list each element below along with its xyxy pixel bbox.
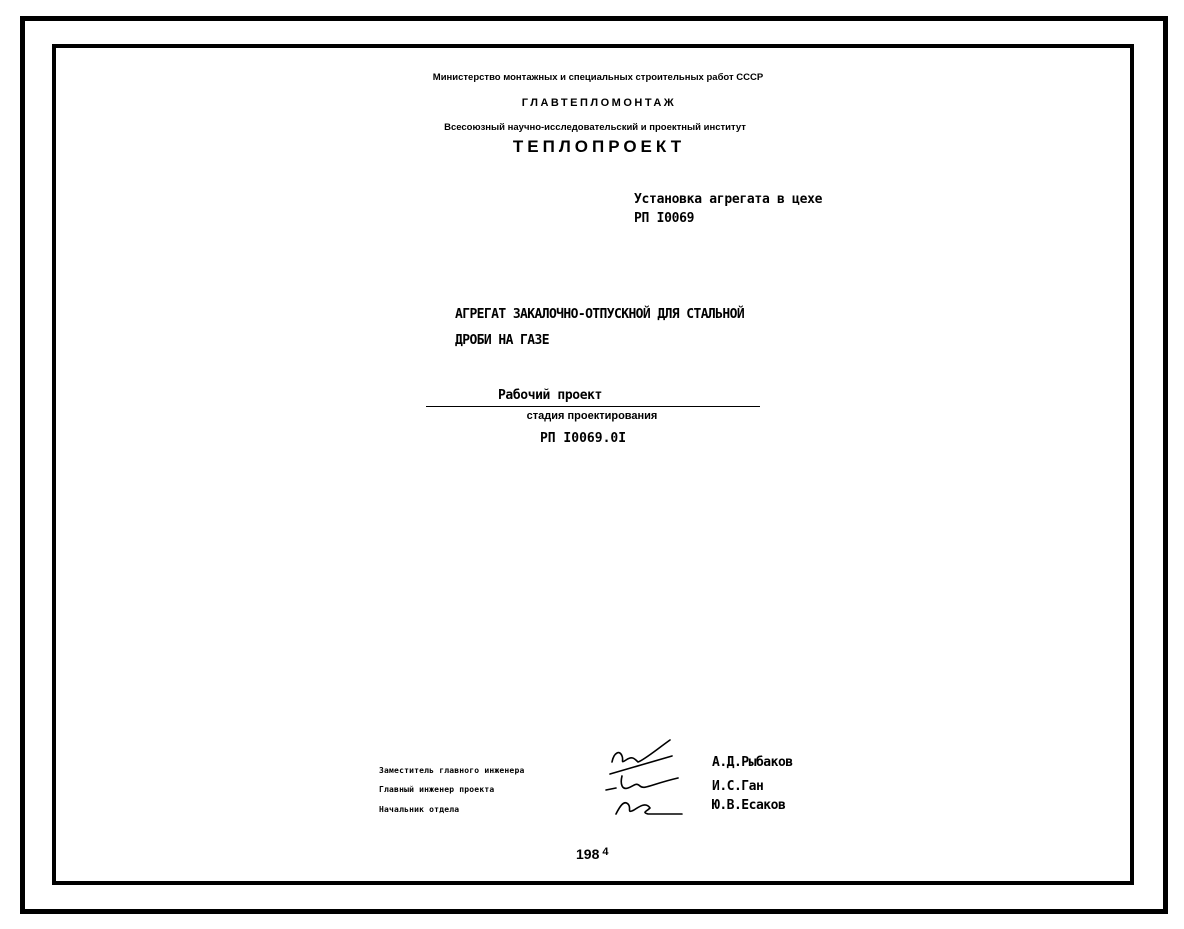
project-code: РП I0069.0I bbox=[539, 431, 627, 446]
signatory-name: А.Д.Рыбаков bbox=[712, 755, 793, 770]
year-handwritten-digit: 4 bbox=[602, 846, 609, 858]
document-title-line-2: ДРОБИ НА ГАЗЕ bbox=[455, 333, 549, 348]
signature-1-underline bbox=[610, 756, 672, 774]
year-base: 198 bbox=[576, 846, 600, 862]
institute-name: Всесоюзный научно-исследовательский и проектный институт bbox=[444, 122, 746, 133]
inner-frame bbox=[52, 44, 1134, 885]
stage-divider bbox=[426, 406, 760, 407]
ministry-name: Министерство монтажных и специальных строительных работ СССР bbox=[432, 72, 764, 83]
trust-name: ГЛАВТЕПЛОМОНТАЖ bbox=[521, 97, 677, 109]
signatory-role: Начальник отдела bbox=[379, 805, 460, 814]
signatory-role: Заместитель главного инженера bbox=[379, 766, 525, 775]
signatory-name: Ю.В.Есаков bbox=[712, 798, 786, 813]
signature-3 bbox=[616, 803, 682, 814]
signatory-role: Главный инженер проекта bbox=[379, 785, 495, 794]
signature-2 bbox=[606, 776, 678, 790]
signatory-name: И.С.Ган bbox=[712, 779, 764, 794]
installation-title: Установка агрегата в цехе bbox=[634, 192, 823, 207]
project-type: Рабочий проект bbox=[498, 388, 602, 403]
document-year bbox=[576, 846, 608, 862]
organization-name: ТЕПЛОПРОЕКТ bbox=[512, 137, 686, 156]
signatures-image bbox=[600, 738, 700, 820]
installation-code: РП I0069 bbox=[634, 211, 695, 226]
stage-label: стадия проектирования bbox=[526, 410, 658, 422]
document-title-line-1: АГРЕГАТ ЗАКАЛОЧНО-ОТПУСКНОЙ ДЛЯ СТАЛЬНОЙ bbox=[455, 307, 745, 322]
